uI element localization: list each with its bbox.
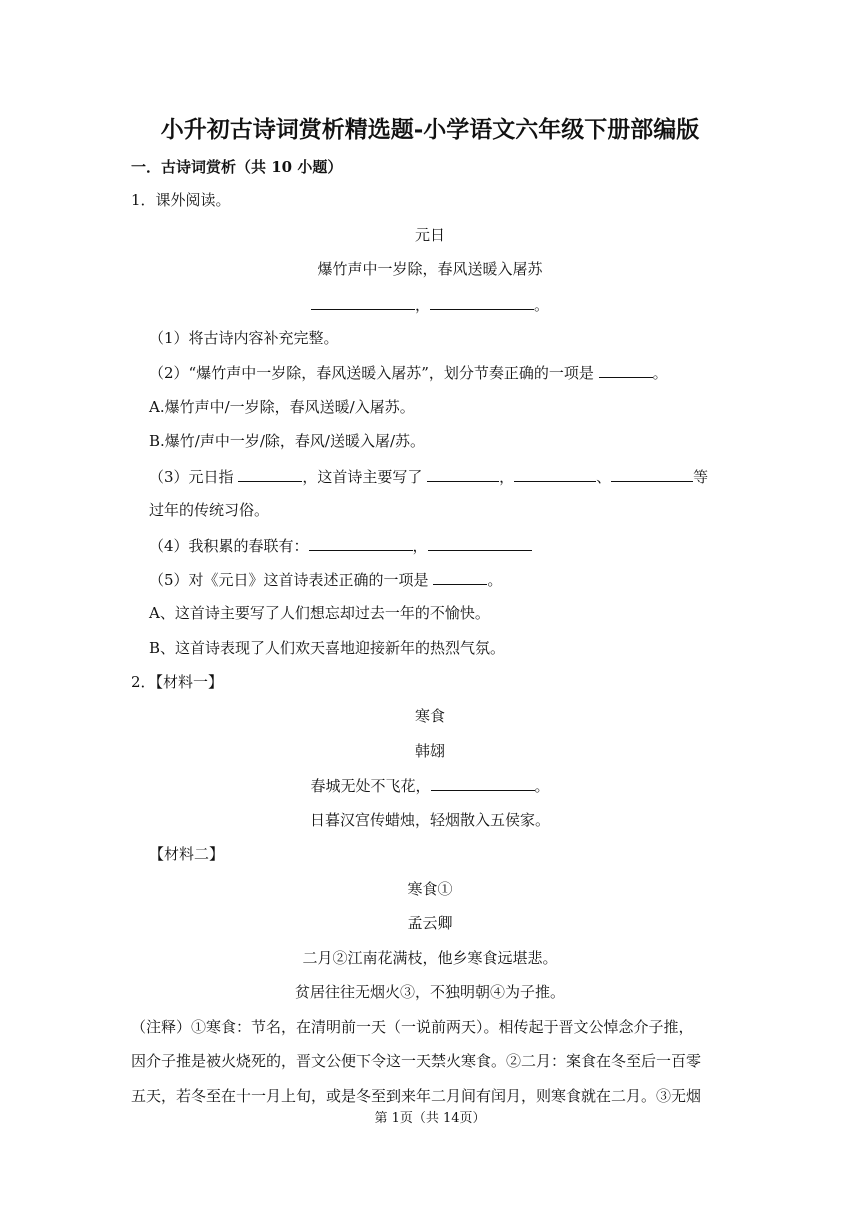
question-text: （4）我积累的春联有： <box>149 537 309 555</box>
poem-line: 贫居往往无烟火③，不独明朝④为子推。 <box>294 983 565 1001</box>
punctuation: 。 <box>487 571 503 589</box>
question-1-stem: 1．课外阅读。 <box>131 191 231 209</box>
poem-line: 日暮汉宫传蜡烛，轻烟散入五侯家。 <box>309 811 550 829</box>
section-heading: 一．古诗词赏析（共 10 小题） <box>131 158 343 176</box>
option-b: B.爆竹/声中一岁/除，春风/送暖入屠/苏。 <box>149 432 426 450</box>
punctuation: 、 <box>596 468 612 486</box>
poem-line: 爆竹声中一岁除，春风送暖入屠苏 <box>317 260 543 278</box>
annotation-line: 因介子推是被火烧死的，晋文公便下令这一天禁火寒食。②二月：案食在冬至后一百零 <box>131 1052 702 1070</box>
answer-blank[interactable] <box>433 569 487 585</box>
sub-question-4 <box>149 535 532 556</box>
answer-blank[interactable] <box>599 362 653 378</box>
option-a: A、这首诗主要写了人们想忘却过去一年的不愉快。 <box>149 604 490 622</box>
annotation-line: （注释）①寒食：节名，在清明前一天（一说前两天）。相传起于晋文公悼念介子推， <box>131 1018 694 1036</box>
answer-blank[interactable] <box>431 775 535 791</box>
page-title: 小升初古诗词赏析精选题-小学语文六年级下册部编版 <box>160 116 700 143</box>
punctuation: 。 <box>534 296 550 314</box>
question-text: 等 <box>693 468 709 486</box>
sub-question-3 <box>149 466 708 487</box>
page-footer: 第 1页（共 14页） <box>374 1111 486 1126</box>
punctuation: ， <box>499 468 515 486</box>
answer-blank[interactable] <box>430 294 534 310</box>
answer-blank[interactable] <box>611 466 693 482</box>
sub-question-1: （1）将古诗内容补充完整。 <box>149 329 339 347</box>
answer-blank[interactable] <box>514 466 596 482</box>
annotation-line: 五天，若冬至在十一月上旬，或是冬至到来年二月间有闰月，则寒食就在二月。③无烟 <box>131 1087 702 1105</box>
answer-blank[interactable] <box>427 466 499 482</box>
question-text: （5）对《元日》这首诗表述正确的一项是 <box>149 571 429 589</box>
poem-author: 孟云卿 <box>407 914 453 932</box>
poem-title: 元日 <box>414 226 445 244</box>
punctuation: ， <box>414 296 430 314</box>
poem-title: 寒食 <box>414 707 445 725</box>
answer-blank[interactable] <box>311 294 415 310</box>
question-text: （2）“爆竹声中一岁除，春风送暖入屠苏”，划分节奏正确的一项是 <box>149 364 594 382</box>
question-2-stem: 2．【材料一】 <box>131 673 224 691</box>
answer-blank[interactable] <box>309 535 413 551</box>
punctuation: ， <box>412 537 428 555</box>
sub-question-5 <box>149 569 502 590</box>
poem-title: 寒食① <box>407 880 453 898</box>
punctuation: 。 <box>652 364 668 382</box>
question-text: （3）元日指 <box>149 468 234 486</box>
sub-question-2 <box>149 362 668 383</box>
poem-author: 韩翃 <box>414 742 445 760</box>
material-heading: 【材料二】 <box>149 845 225 863</box>
poem-line: 二月②江南花满枝，他乡寒食远堪悲。 <box>302 949 558 967</box>
answer-blank[interactable] <box>238 466 302 482</box>
poem-fill-line <box>0 775 860 796</box>
punctuation: 。 <box>534 777 550 795</box>
sub-question-3-continued: 过年的传统习俗。 <box>149 501 270 519</box>
option-a: A.爆竹声中/一岁除，春风送暖/入屠苏。 <box>149 398 415 416</box>
poem-text: 春城无处不飞花， <box>310 777 431 795</box>
question-text: ，这首诗主要写了 <box>302 468 423 486</box>
answer-blank[interactable] <box>428 535 532 551</box>
option-b: B、这首诗表现了人们欢天喜地迎接新年的热烈气氛。 <box>149 639 506 657</box>
poem-fill-line <box>0 294 860 315</box>
